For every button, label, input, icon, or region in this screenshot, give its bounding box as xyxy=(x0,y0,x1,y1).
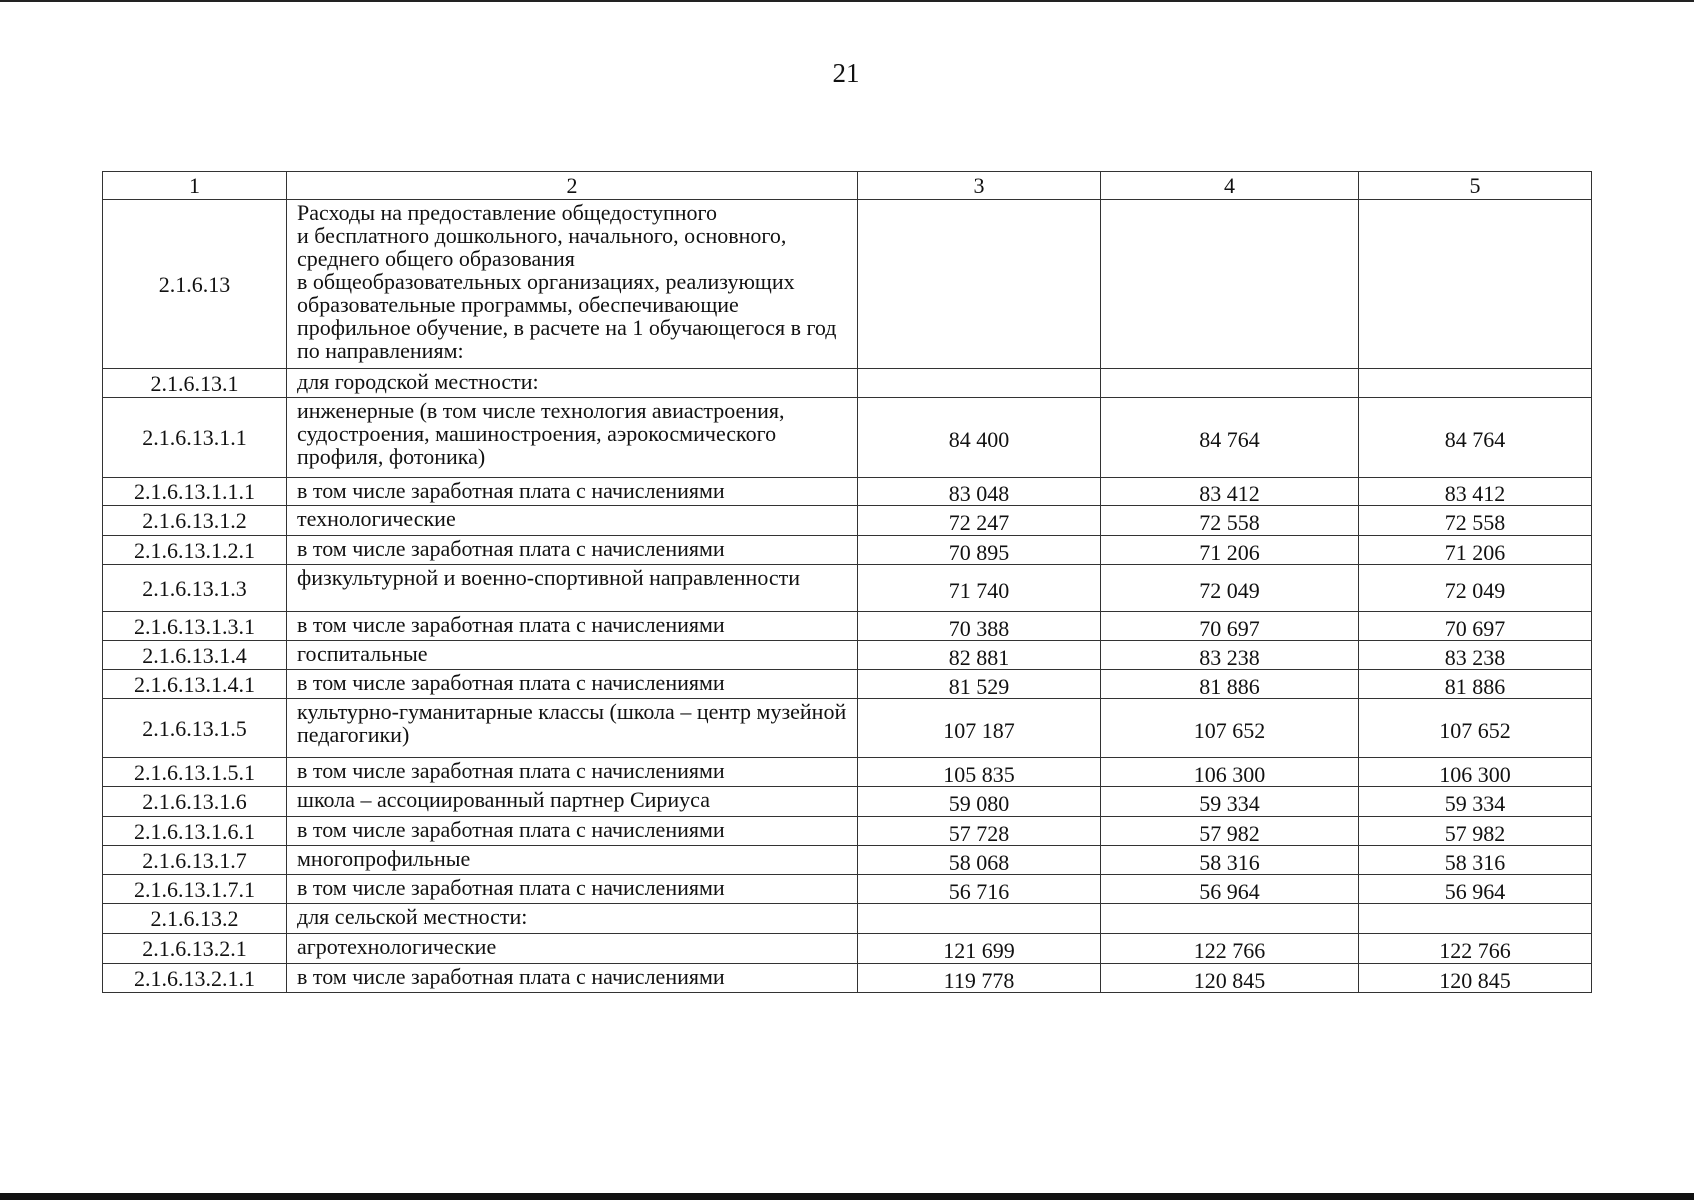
row-description: в том числе заработная плата с начислениями xyxy=(287,875,858,904)
column-header-5: 5 xyxy=(1359,172,1592,200)
row-value-col4: 81 886 xyxy=(1101,670,1359,699)
row-value-col4: 58 316 xyxy=(1101,846,1359,875)
row-description: в том числе заработная плата с начислениями xyxy=(287,817,858,846)
table-row xyxy=(103,612,1592,641)
row-description: Расходы на предоставление общедоступного и бесплатного дошкольного, начального, основного, среднего общего образования в общеобразовательных организациях, реализующих образовательные программы, обеспечивающие профильное обучение, в расчете на 1 обучающегося в год по направлениям: xyxy=(287,200,858,369)
page-number-text: 21 xyxy=(832,58,860,88)
row-value-col3: 58 068 xyxy=(858,846,1101,875)
row-description: в том числе заработная плата с начислениями xyxy=(287,670,858,699)
row-value-col5: 107 652 xyxy=(1359,699,1592,758)
table-row xyxy=(103,641,1592,670)
row-code: 2.1.6.13.1 xyxy=(103,369,287,398)
row-value-col4: 106 300 xyxy=(1101,758,1359,787)
row-description: госпитальные xyxy=(287,641,858,670)
table-row xyxy=(103,964,1592,993)
table-row xyxy=(103,369,1592,398)
row-code: 2.1.6.13.1.4 xyxy=(103,641,287,670)
row-description: для городской местности: xyxy=(287,369,858,398)
row-code: 2.1.6.13.2.1.1 xyxy=(103,964,287,993)
row-code: 2.1.6.13.2.1 xyxy=(103,934,287,964)
row-value-col4: 84 764 xyxy=(1101,398,1359,478)
row-value-col3 xyxy=(858,200,1101,369)
row-code: 2.1.6.13.1.2.1 xyxy=(103,536,287,565)
row-value-col4: 71 206 xyxy=(1101,536,1359,565)
row-value-col4: 107 652 xyxy=(1101,699,1359,758)
row-value-col5 xyxy=(1359,904,1592,934)
row-description: агротехнологические xyxy=(287,934,858,964)
column-header-4: 4 xyxy=(1101,172,1359,200)
row-code: 2.1.6.13.1.5 xyxy=(103,699,287,758)
row-description: в том числе заработная плата с начислениями xyxy=(287,536,858,565)
row-value-col5: 70 697 xyxy=(1359,612,1592,641)
table-row xyxy=(103,817,1592,846)
row-value-col5: 83 238 xyxy=(1359,641,1592,670)
row-value-col3: 121 699 xyxy=(858,934,1101,964)
row-code: 2.1.6.13.1.2 xyxy=(103,506,287,536)
row-value-col3: 57 728 xyxy=(858,817,1101,846)
row-value-col5: 57 982 xyxy=(1359,817,1592,846)
row-value-col3 xyxy=(858,904,1101,934)
row-description: технологические xyxy=(287,506,858,536)
row-value-col3: 72 247 xyxy=(858,506,1101,536)
row-code: 2.1.6.13.1.6.1 xyxy=(103,817,287,846)
row-value-col4 xyxy=(1101,369,1359,398)
row-value-col4: 72 558 xyxy=(1101,506,1359,536)
row-value-col5: 83 412 xyxy=(1359,478,1592,506)
row-code: 2.1.6.13 xyxy=(103,200,287,369)
row-value-col4: 120 845 xyxy=(1101,964,1359,993)
row-value-col3 xyxy=(858,369,1101,398)
row-value-col3: 59 080 xyxy=(858,787,1101,817)
row-value-col4: 59 334 xyxy=(1101,787,1359,817)
row-value-col4: 57 982 xyxy=(1101,817,1359,846)
table-row xyxy=(103,787,1592,817)
row-value-col3: 70 895 xyxy=(858,536,1101,565)
table-row xyxy=(103,536,1592,565)
row-code: 2.1.6.13.1.4.1 xyxy=(103,670,287,699)
row-description: школа – ассоциированный партнер Сириуса xyxy=(287,787,858,817)
row-value-col5 xyxy=(1359,200,1592,369)
row-value-col3: 83 048 xyxy=(858,478,1101,506)
row-value-col3: 119 778 xyxy=(858,964,1101,993)
row-code: 2.1.6.13.1.3 xyxy=(103,565,287,612)
row-value-col3: 84 400 xyxy=(858,398,1101,478)
table-row xyxy=(103,506,1592,536)
row-value-col4: 56 964 xyxy=(1101,875,1359,904)
row-value-col4: 122 766 xyxy=(1101,934,1359,964)
table-row xyxy=(103,875,1592,904)
row-value-col5: 72 049 xyxy=(1359,565,1592,612)
row-value-col3: 56 716 xyxy=(858,875,1101,904)
row-value-col5: 120 845 xyxy=(1359,964,1592,993)
column-header-2: 2 xyxy=(287,172,858,200)
row-code: 2.1.6.13.1.7.1 xyxy=(103,875,287,904)
row-description: многопрофильные xyxy=(287,846,858,875)
table-row xyxy=(103,478,1592,506)
table-row xyxy=(103,565,1592,612)
column-header-1: 1 xyxy=(103,172,287,200)
row-value-col5: 81 886 xyxy=(1359,670,1592,699)
row-value-col5: 84 764 xyxy=(1359,398,1592,478)
row-description: в том числе заработная плата с начислениями xyxy=(287,758,858,787)
row-value-col3: 70 388 xyxy=(858,612,1101,641)
row-value-col3: 105 835 xyxy=(858,758,1101,787)
row-code: 2.1.6.13.1.3.1 xyxy=(103,612,287,641)
row-value-col4: 83 412 xyxy=(1101,478,1359,506)
row-description: культурно-гуманитарные классы (школа – центр музейной педагогики) xyxy=(287,699,858,758)
row-description: инженерные (в том числе технология авиастроения, судостроения, машиностроения, аэрокосмического профиля, фотоника) xyxy=(287,398,858,478)
row-description: в том числе заработная плата с начислениями xyxy=(287,612,858,641)
page-number xyxy=(0,58,1694,89)
row-value-col5: 71 206 xyxy=(1359,536,1592,565)
table-row xyxy=(103,846,1592,875)
row-value-col4: 72 049 xyxy=(1101,565,1359,612)
row-value-col5: 59 334 xyxy=(1359,787,1592,817)
table-row xyxy=(103,904,1592,934)
row-value-col5: 58 316 xyxy=(1359,846,1592,875)
row-description: в том числе заработная плата с начислениями xyxy=(287,478,858,506)
cost-table xyxy=(102,171,1592,993)
row-value-col5: 72 558 xyxy=(1359,506,1592,536)
row-code: 2.1.6.13.1.1 xyxy=(103,398,287,478)
row-value-col5: 122 766 xyxy=(1359,934,1592,964)
row-code: 2.1.6.13.2 xyxy=(103,904,287,934)
row-value-col5: 56 964 xyxy=(1359,875,1592,904)
table-row xyxy=(103,934,1592,964)
row-code: 2.1.6.13.1.5.1 xyxy=(103,758,287,787)
row-description: физкультурной и военно-спортивной направленности xyxy=(287,565,858,612)
row-value-col4 xyxy=(1101,904,1359,934)
row-description: в том числе заработная плата с начислениями xyxy=(287,964,858,993)
table-row xyxy=(103,758,1592,787)
column-header-3: 3 xyxy=(858,172,1101,200)
row-value-col3: 71 740 xyxy=(858,565,1101,612)
row-value-col4: 83 238 xyxy=(1101,641,1359,670)
table-row xyxy=(103,699,1592,758)
row-code: 2.1.6.13.1.1.1 xyxy=(103,478,287,506)
row-description: для сельской местности: xyxy=(287,904,858,934)
table-row xyxy=(103,398,1592,478)
row-code: 2.1.6.13.1.7 xyxy=(103,846,287,875)
row-value-col4: 70 697 xyxy=(1101,612,1359,641)
row-value-col3: 81 529 xyxy=(858,670,1101,699)
page-top-edge xyxy=(0,0,1694,2)
row-value-col5 xyxy=(1359,369,1592,398)
table-row xyxy=(103,200,1592,369)
row-value-col3: 82 881 xyxy=(858,641,1101,670)
row-value-col5: 106 300 xyxy=(1359,758,1592,787)
table-row xyxy=(103,670,1592,699)
row-value-col4 xyxy=(1101,200,1359,369)
row-value-col3: 107 187 xyxy=(858,699,1101,758)
table-header-row xyxy=(103,172,1592,200)
row-code: 2.1.6.13.1.6 xyxy=(103,787,287,817)
page-bottom-edge xyxy=(0,1193,1694,1200)
